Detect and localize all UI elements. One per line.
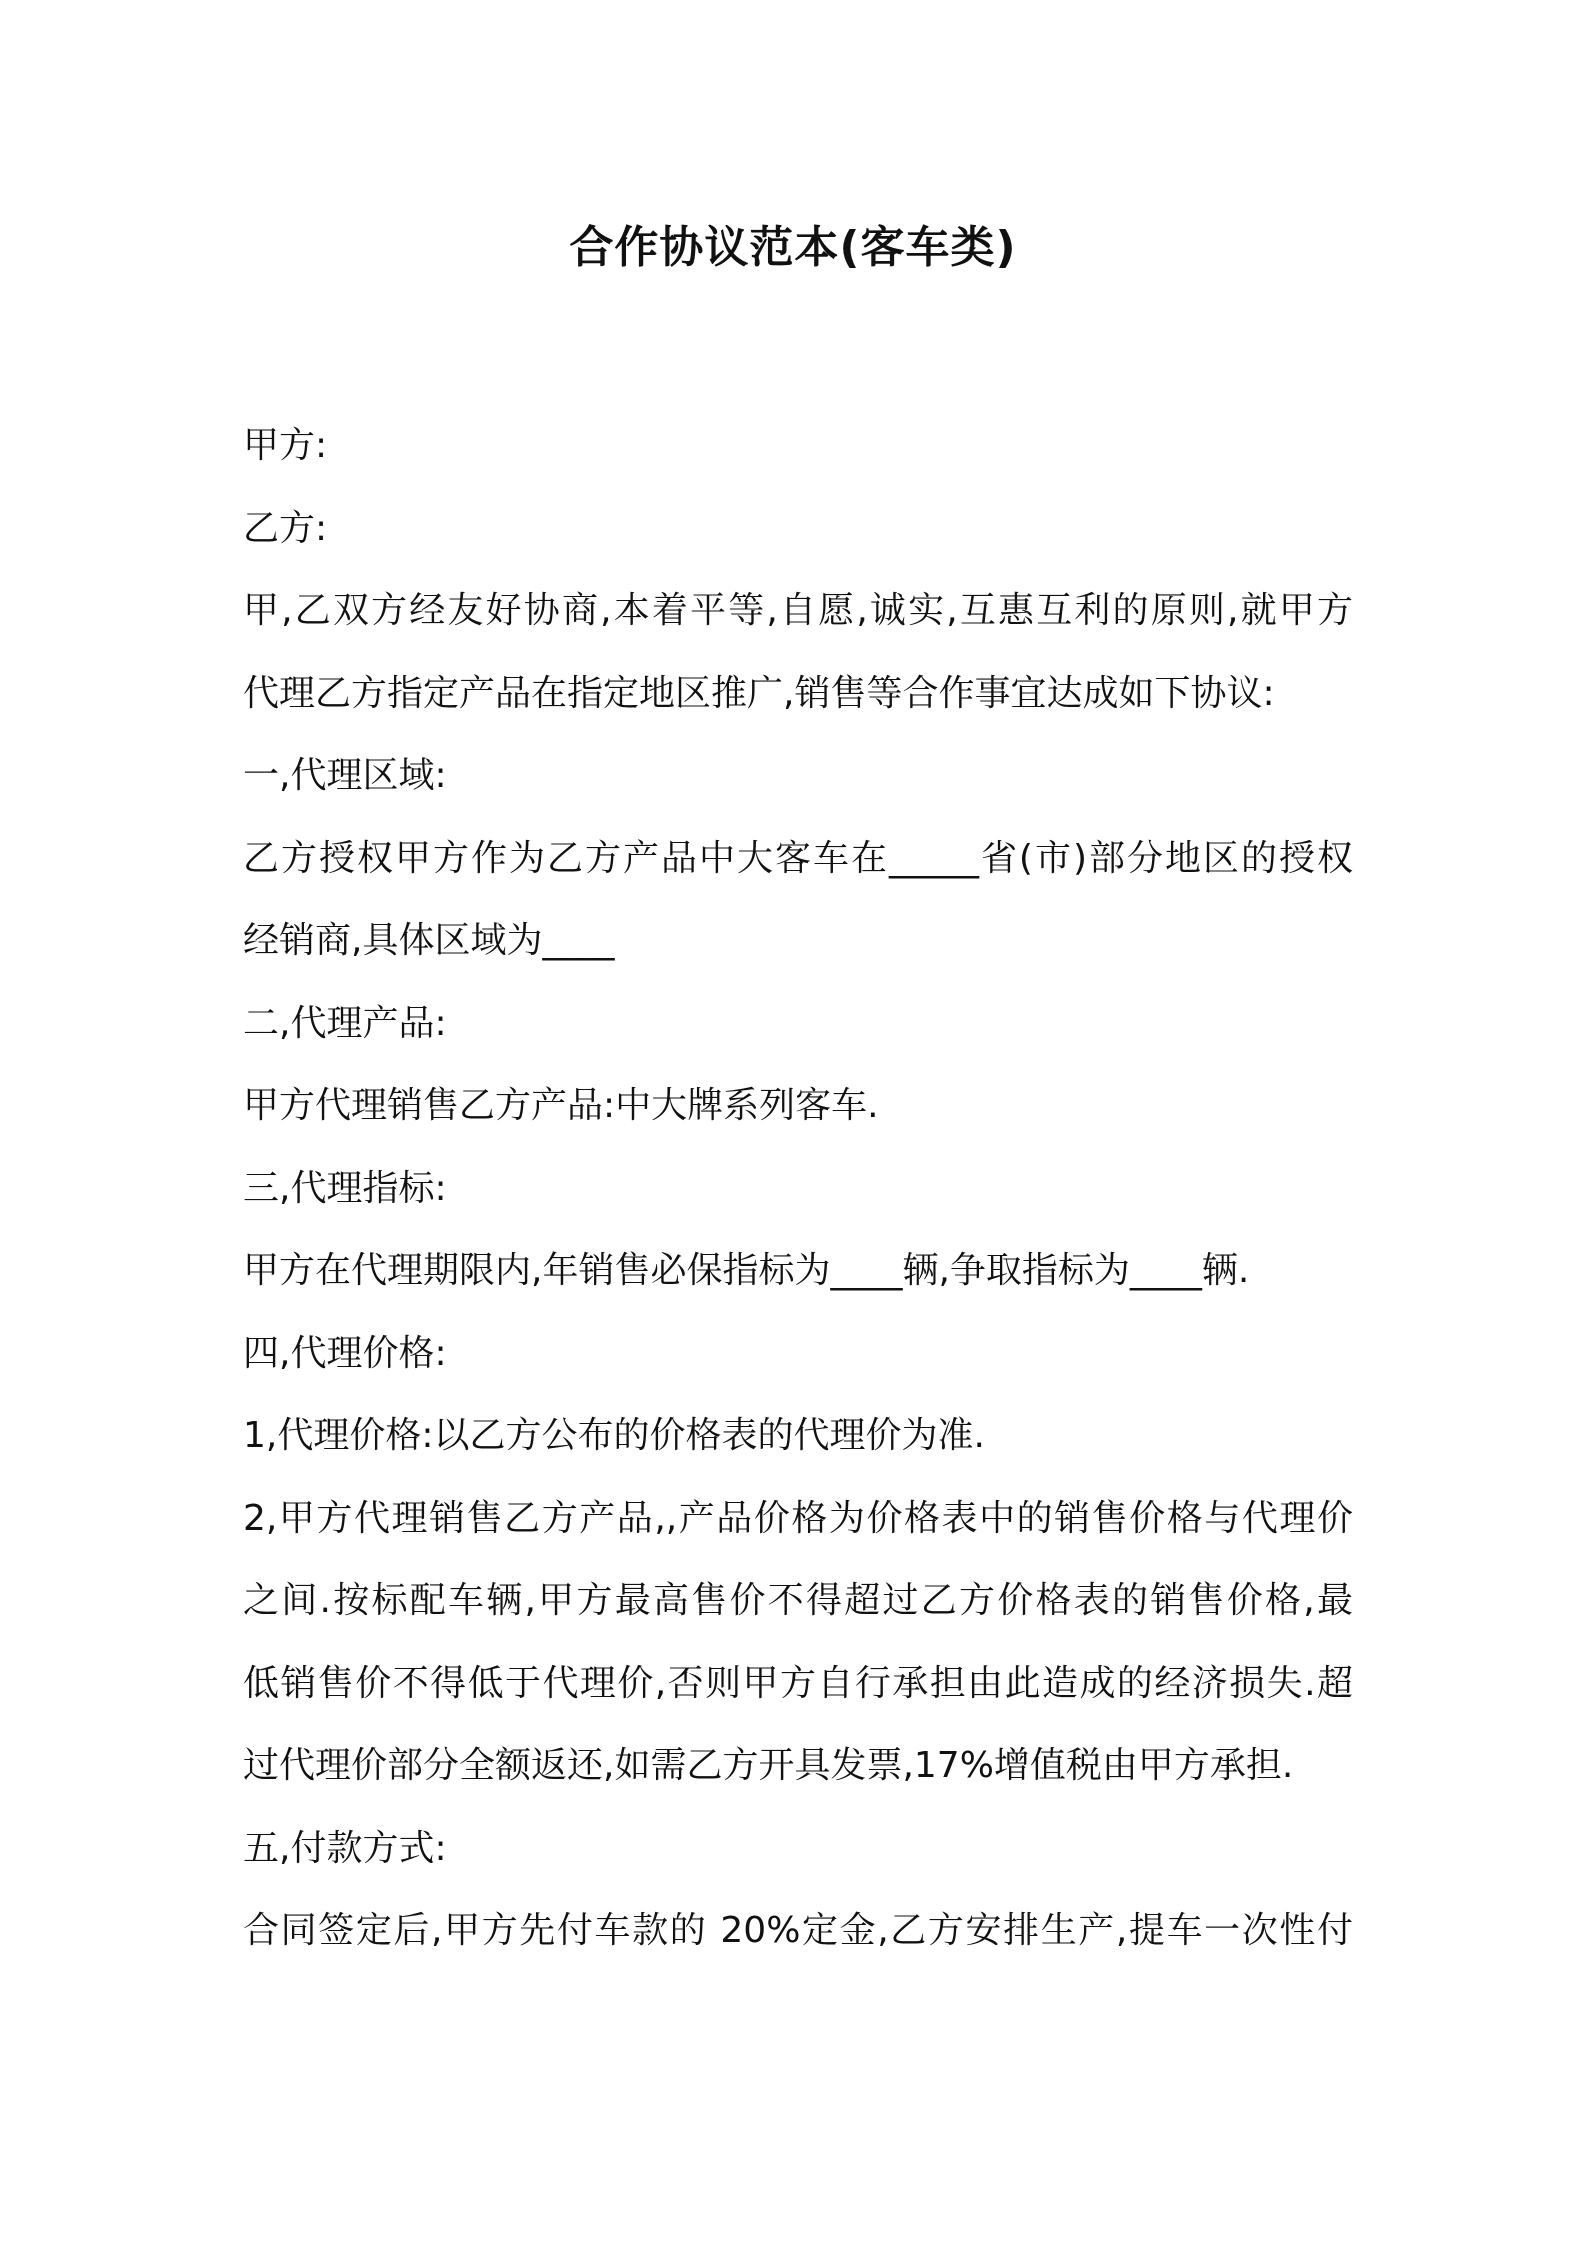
price-item-1-line: 1,代理价格:以乙方公布的价格表的代理价为准. xyxy=(243,1415,985,1456)
section-heading-payment: 五,付款方式: xyxy=(243,1827,447,1869)
payment-text-line: 合同签定后,甲方先付车款的 20%定金,乙方安排生产,提车一次性付 xyxy=(243,1910,1353,1951)
price-item-2-line-4: 过代理价部分全额返还,如需乙方开具发票,17%增值税由甲方承担. xyxy=(243,1745,1294,1786)
party-b-line: 乙方: xyxy=(243,507,328,549)
price-item-2-line-2: 之间.按标配车辆,甲方最高售价不得超过乙方价格表的销售价格,最 xyxy=(243,1580,1353,1621)
price-item-2-line-3: 低销售价不得低于代理价,否则甲方自行承担由此造成的经济损失.超 xyxy=(243,1662,1353,1704)
document-body xyxy=(243,405,1353,1973)
price-item-2-line-1: 2,甲方代理销售乙方产品,,产品价格为价格表中的销售价格与代理价 xyxy=(243,1497,1353,1539)
document-title: 合作协议范本(客车类) xyxy=(569,222,1017,273)
section-heading-region: 一,代理区域: xyxy=(243,755,447,796)
region-text-line-1: 乙方授权甲方作为乙方产品中大客车在_____省(市)部分地区的授权 xyxy=(243,837,1353,879)
region-text-line-2: 经销商,具体区域为____ xyxy=(243,920,615,961)
section-heading-target: 三,代理指标: xyxy=(243,1167,447,1209)
preamble-line-2: 代理乙方指定产品在指定地区推广,销售等合作事宜达成如下协议: xyxy=(243,672,1275,714)
preamble-line-1: 甲,乙双方经友好协商,本着平等,自愿,诚实,互惠互利的原则,就甲方 xyxy=(243,590,1353,631)
target-text-line: 甲方在代理期限内,年销售必保指标为____辆,争取指标为____辆. xyxy=(243,1250,1250,1291)
section-heading-price: 四,代理价格: xyxy=(243,1332,447,1374)
party-a-line: 甲方: xyxy=(243,425,328,466)
product-text-line: 甲方代理销售乙方产品:中大牌系列客车. xyxy=(243,1085,879,1126)
section-heading-product: 二,代理产品: xyxy=(243,1002,447,1044)
